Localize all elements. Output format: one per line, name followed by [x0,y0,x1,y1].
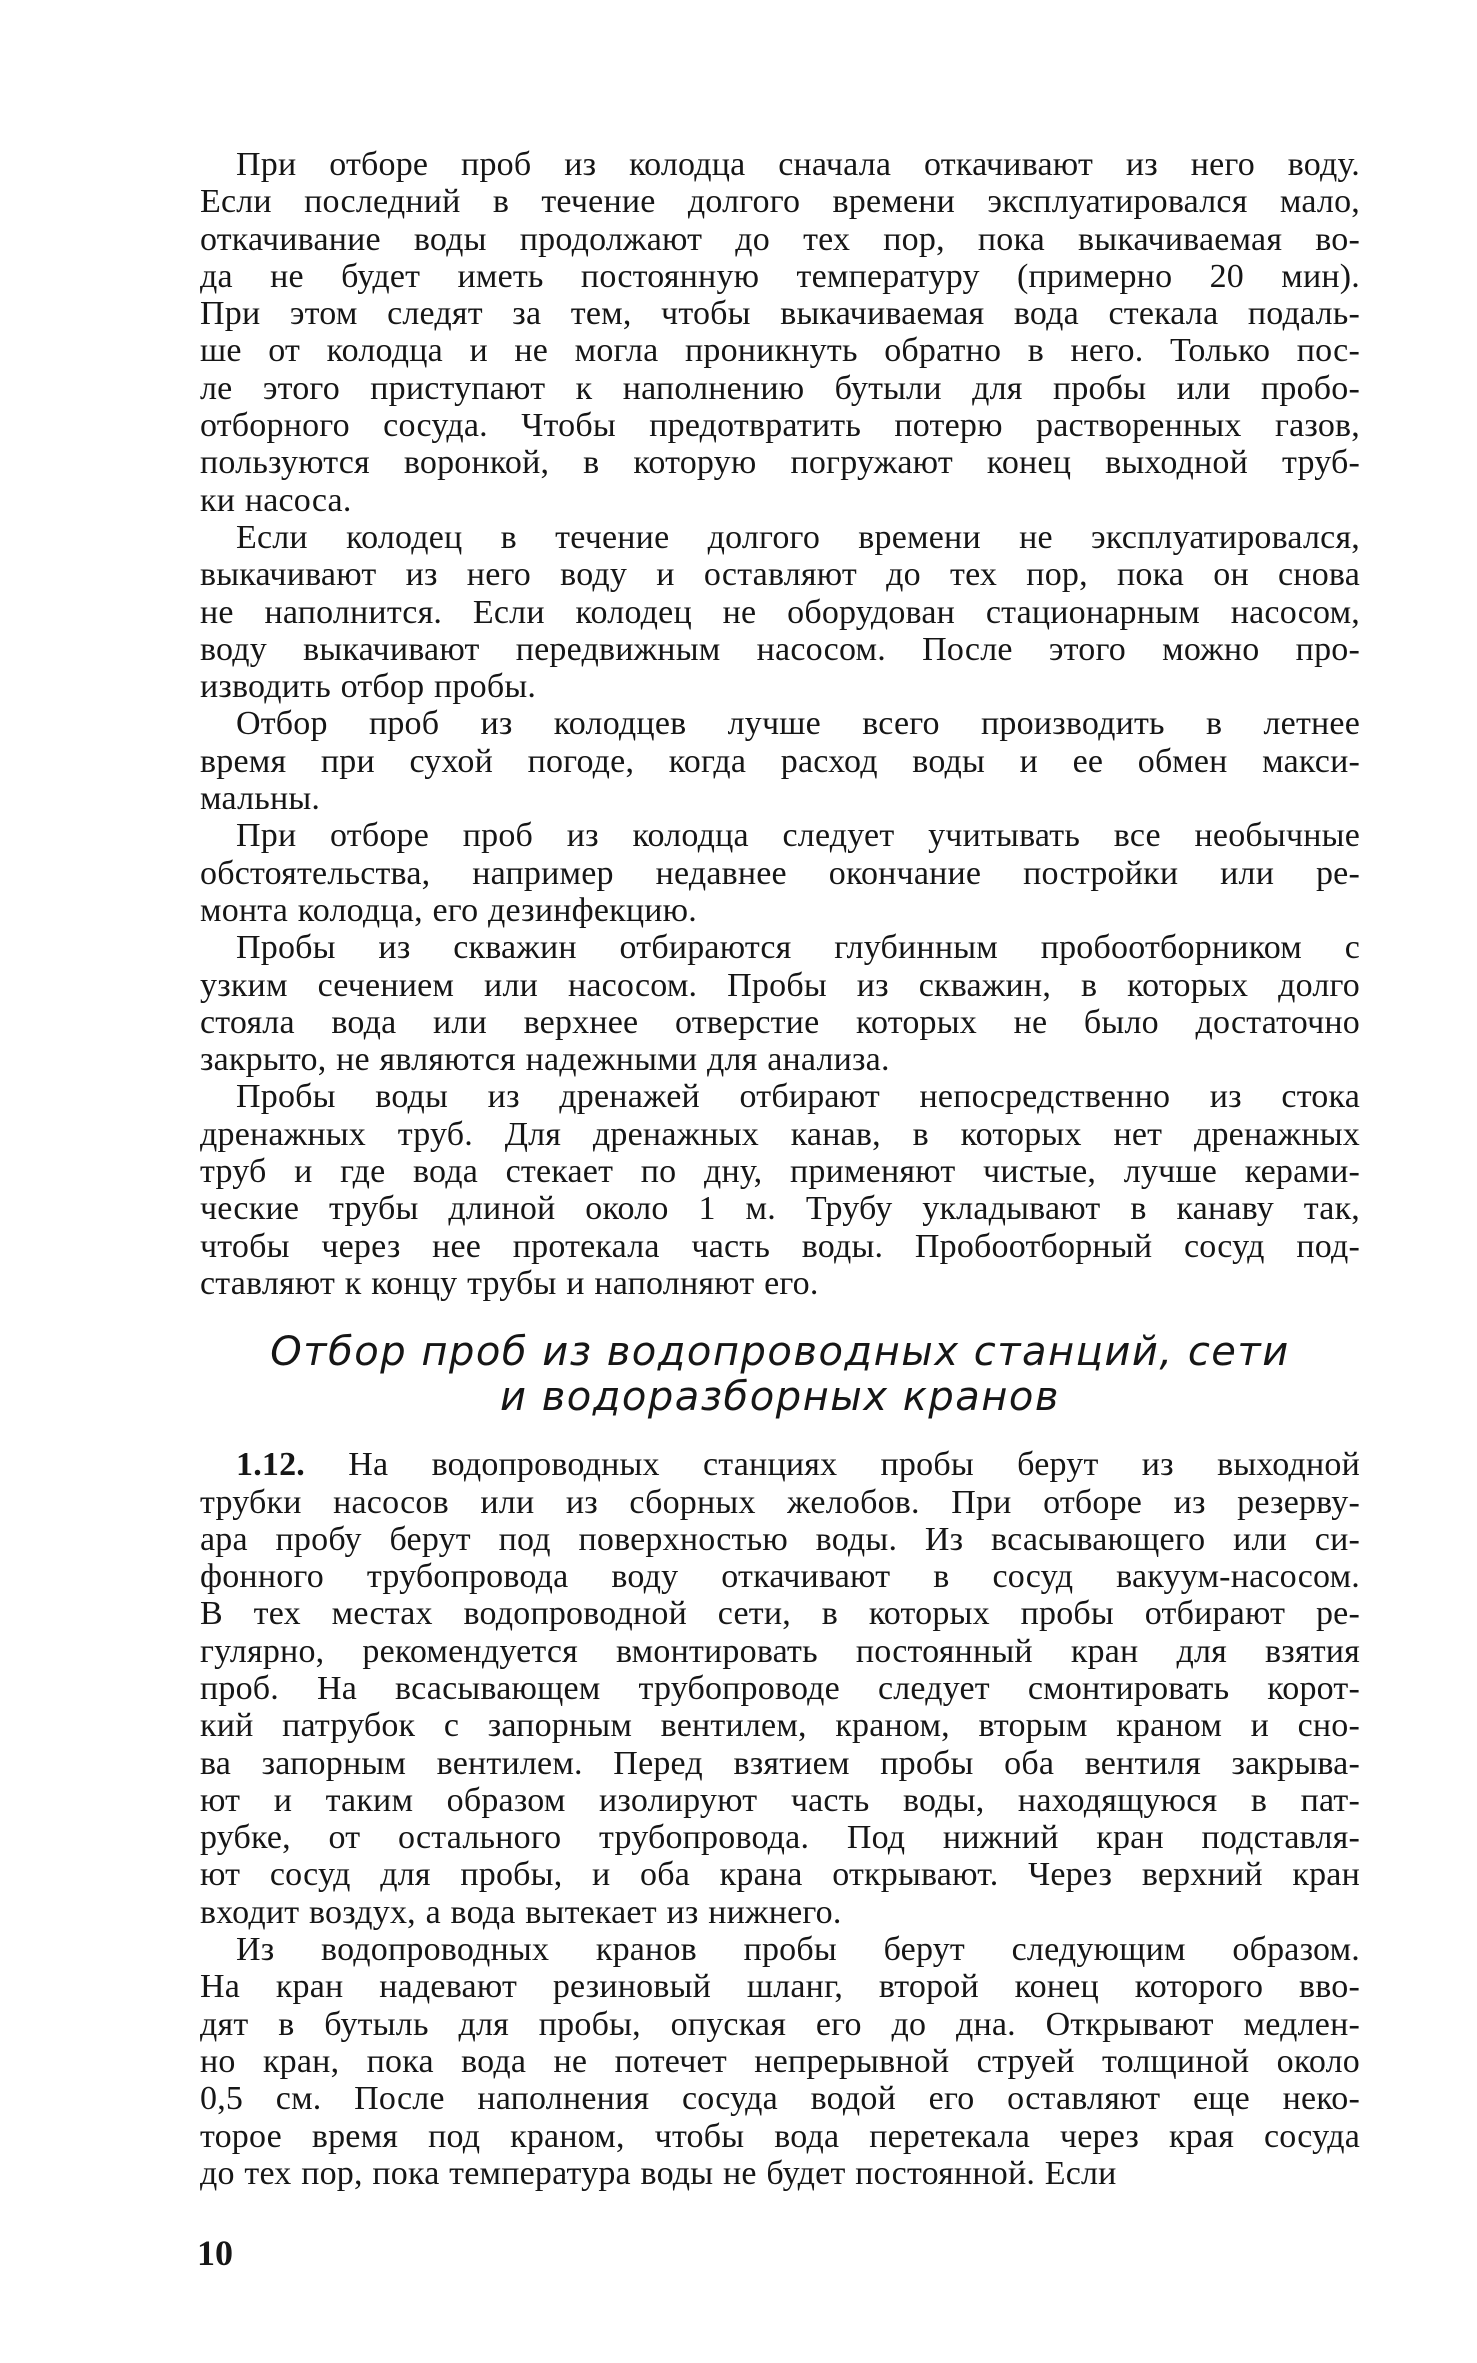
text-line: ют сосуд для пробы, и оба крана открывают. Через верхний кран [200,1856,1360,1894]
text-line: Пробы воды из дренажей отбирают непосредственно из стока [236,1078,1360,1116]
text-line: Пробы из скважин отбираются глубинным пробоотборником с [236,929,1360,967]
text-line: откачивание воды продолжают до тех пор, пока выкачиваемая во- [200,220,1360,258]
text-line: ки насоса. [200,481,352,519]
text-line: стояла вода или верхнее отверстие которых не было достаточно [200,1003,1360,1041]
text-line: На кран надевают резиновый шланг, второй конец которого вво- [200,1968,1360,2006]
text-line: В тех местах водопроводной сети, в которых пробы отбирают ре- [200,1595,1360,1633]
text-line: но кран, пока вода не потечет непрерывной струей толщиной около [200,2042,1360,2080]
text-line: гулярно, рекомендуется вмонтировать постоянный кран для взятия [200,1632,1360,1670]
text-line: Отбор проб из колодцев лучше всего производить в летнее [236,705,1360,743]
text-line: узким сечением или насосом. Пробы из скважин, в которых долго [200,966,1360,1004]
text-line: рубке, от остального трубопровода. Под нижний кран подставля- [200,1819,1360,1857]
text-line: дренажных труб. Для дренажных канав, в которых нет дренажных [200,1115,1360,1153]
paragraph [200,705,1360,817]
paragraph [200,519,1360,705]
section-wells [200,146,1360,1302]
text-line: отборного сосуда. Чтобы предотвратить потерю растворенных газов, [200,407,1360,445]
page-body [200,146,1360,2192]
text-line: Из водопроводных кранов пробы берут следующим образом. [236,1931,1360,1969]
text-line: При отборе проб из колодца следует учитывать все необычные [236,817,1360,855]
text-line: выкачивают из него воду и оставляют до тех пор, пока он снова [200,556,1360,594]
page-number: 10 [197,2233,233,2273]
text-line: пользуются воронкой, в которую погружают конец выходной труб- [200,444,1360,482]
paragraph [200,1931,1360,2192]
text-line: трубки насосов или из сборных желобов. При отборе из резерву- [200,1483,1360,1521]
text-line: ше от колодца и не могла проникнуть обратно в него. Только пос- [200,332,1360,370]
text-line: ют и таким образом изолируют часть воды, находящуюся в пат- [200,1781,1360,1819]
section-heading [200,1330,1360,1420]
paragraph [200,146,1360,519]
text-line: При отборе проб из колодца сначала откачивают из него воду. [236,146,1360,183]
text-line: до тех пор, пока температура воды не будет постоянной. Если [200,2154,1117,2192]
text-line: При этом следят за тем, чтобы выкачиваемая вода стекала подаль- [200,295,1360,333]
text-line: 0,5 см. После наполнения сосуда водой его оставляют еще неко- [200,2080,1360,2118]
text-line: дят в бутыль для пробы, опуская его до дна. Открывают медлен- [200,2005,1360,2043]
section-number: 1.12. [236,1446,305,1484]
text-line: фонного трубопровода воду откачивают в сосуд вакуум-насосом. [200,1558,1360,1596]
text-line: Если колодец в течение долгого времени не эксплуатировался, [236,518,1360,556]
text-line: не наполнится. Если колодец не оборудован стационарным насосом, [200,593,1360,631]
section-water-supply [200,1446,1360,2192]
paragraph [200,817,1360,929]
text-line: ва запорным вентилем. Перед взятием пробы оба вентиля закрыва- [200,1744,1360,1782]
text-line: обстоятельства, например недавнее окончание постройки или ре- [200,854,1360,892]
text-line: кий патрубок с запорным вентилем, краном, вторым краном и сно- [200,1707,1360,1745]
text-line: Если последний в течение долгого времени эксплуатировался мало, [200,183,1360,221]
text-line: ставляют к концу трубы и наполняют его. [200,1264,819,1302]
heading-line-2: и водоразборных кранов [500,1374,1060,1421]
text-line: входит воздух, а вода вытекает из нижнего. [200,1893,842,1931]
text-line: торое время под краном, чтобы вода перетекала через края сосуда [200,2117,1360,2155]
text-line: воду выкачивают передвижным насосом. После этого можно про- [200,630,1360,668]
text-line: проб. На всасывающем трубопроводе следует смонтировать корот- [200,1669,1360,1707]
text-line: чтобы через нее протекала часть воды. Пробоотборный сосуд под- [200,1227,1360,1265]
text-line: ле этого приступают к наполнению бутыли для пробы или пробо- [200,369,1360,407]
text-line: да не будет иметь постоянную температуру (примерно 20 мин). [200,257,1360,295]
heading-line-1: Отбор проб из водопроводных станций, сети [270,1329,1290,1376]
text-line: 1.12. На водопроводных станциях пробы берут из выходной [236,1446,1360,1484]
text-line: мальны. [200,780,321,818]
text-line: ческие трубы длиной около 1 м. Трубу укладывают в канаву так, [200,1190,1360,1228]
text-line: время при сухой погоде, когда расход воды и ее обмен макси- [200,742,1360,780]
paragraph [200,1078,1360,1302]
text-line: монта колодца, его дезинфекцию. [200,891,697,929]
paragraph [200,1446,1360,1931]
paragraph [200,929,1360,1078]
text-line: изводить отбор пробы. [200,668,537,706]
text-line: закрыто, не являются надежными для анализа. [200,1041,890,1079]
text-line: труб и где вода стекает по дну, применяют чистые, лучше керами- [200,1153,1360,1191]
text-line: ара пробу берут под поверхностью воды. Из всасывающего или си- [200,1520,1360,1558]
